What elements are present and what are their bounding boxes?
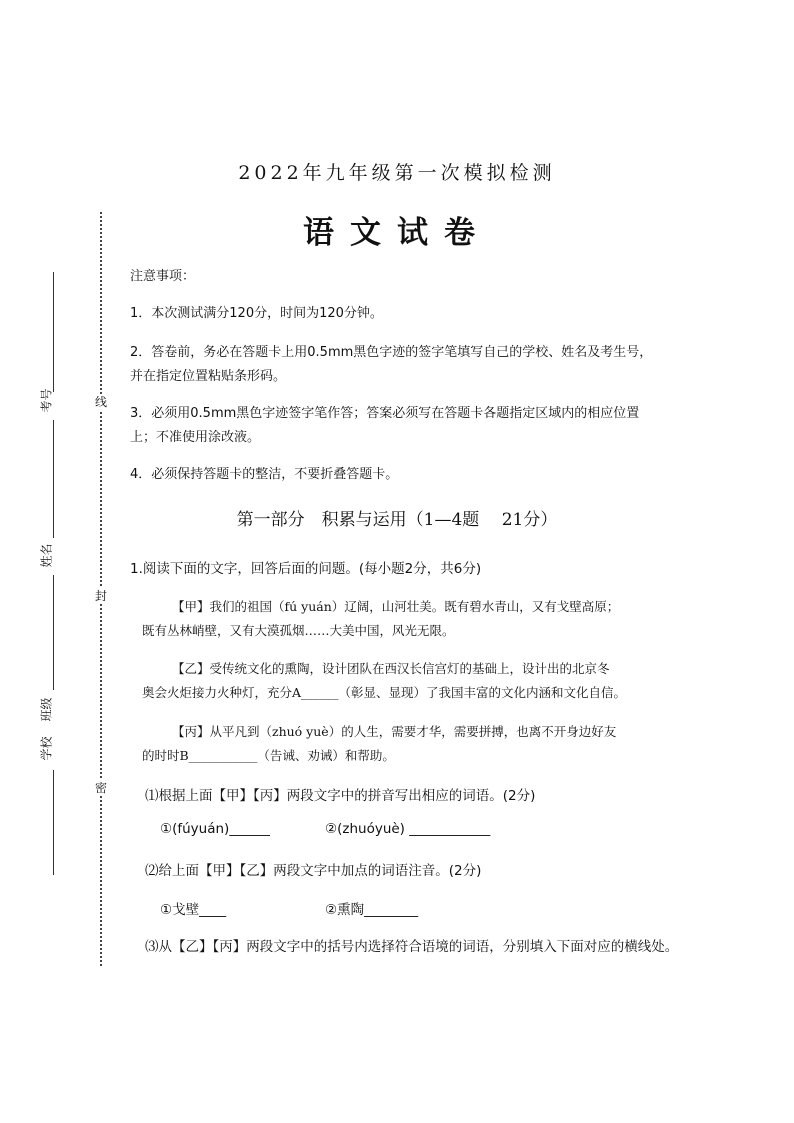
seal-char-feng: 封 <box>92 588 110 604</box>
answer-blank-fuyuan: ①(fúyuán)______ <box>160 821 270 837</box>
passage-line: 【乙】受传统文化的熏陶，设计团队在西汉长信宫灯的基础上，设计出的北京冬 <box>172 661 610 676</box>
school-underline <box>53 770 54 875</box>
seal-char-xian: 线 <box>92 394 110 410</box>
name-label: 姓名 <box>39 543 54 568</box>
note-item: 3．必须用0.5mm黑色字迹签字笔作答；答案必须写在答题卡各题指定区域内的相应位置 <box>130 406 640 421</box>
school-label: 学校 <box>39 736 54 761</box>
passage-line: 【丙】从平凡到（zhuó yuè）的人生，需要才华，需要拼搏，也离不开身边好友 <box>172 724 617 739</box>
sub-question-1: ⑴根据上面【甲】【丙】两段文字中的拼音写出相应的词语。(2分) <box>145 788 536 804</box>
exam-title: 2022年九年级第一次模拟检测 <box>238 162 556 184</box>
passage-line: 奥会火炬接力火种灯，充分A______（彰显、显现）了我国丰富的文化内涵和文化自信。 <box>142 685 627 700</box>
answer-blank-zhuoyue: ②(zhuóyuè) ____________ <box>325 821 491 837</box>
note-item: 2．答卷前，务必在答题卡上用0.5mm黑色字迹的签字笔填写自己的学校、姓名及考生号， <box>130 345 653 360</box>
class-label: 班级 <box>39 697 54 722</box>
note-item: 4．必须保持答题卡的整洁，不要折叠答题卡。 <box>130 467 399 482</box>
passage-line: 既有丛林峭壁，又有大漠孤烟……大美中国，风光无限。 <box>142 623 455 638</box>
notes-heading: 注意事项： <box>130 269 196 284</box>
exam-number-underline <box>53 272 54 392</box>
sub-question-3: ⑶从【乙】【丙】两段文字中的括号内选择符合语境的词语，分别填入下面对应的横线处。 <box>145 939 679 955</box>
exam-number-label: 考号 <box>39 388 54 413</box>
note-item: 1．本次测试满分120分，时间为120分钟。 <box>130 306 383 321</box>
answer-blank-xuntao: ②熏陶________ <box>325 902 419 918</box>
note-item: 上；不准使用涂改液。 <box>130 430 261 445</box>
section-title: 第一部分 积累与运用（1—4题 21分） <box>236 510 558 530</box>
seal-char-mi: 密 <box>92 780 110 796</box>
question-stem: 1.阅读下面的文字，回答后面的问题。(每小题2分，共6分) <box>130 561 482 577</box>
passage-line: 【甲】我们的祖国（fú yuán）辽阔，山河壮美。既有碧水青山，又有戈壁高原； <box>172 599 620 614</box>
subject-title: 语文试卷 <box>303 215 491 251</box>
passage-line: 的时时B___________（告诫、劝诫）和帮助。 <box>142 748 395 763</box>
sub-question-2: ⑵给上面【甲】【乙】两段文字中加点的词语注音。(2分) <box>145 863 482 879</box>
note-item: 并在指定位置粘贴条形码。 <box>130 369 287 384</box>
class-underline <box>53 575 54 690</box>
answer-blank-gebi: ①戈壁____ <box>160 902 227 918</box>
